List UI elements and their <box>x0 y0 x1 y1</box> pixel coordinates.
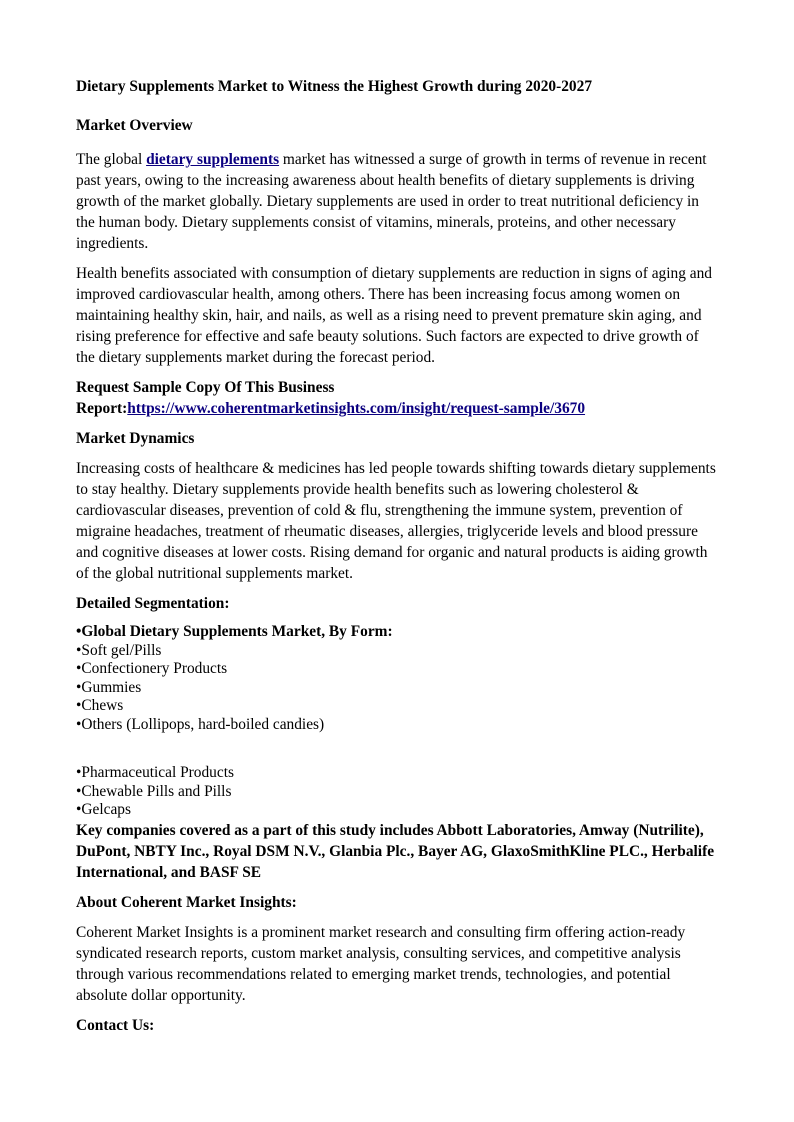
dietary-supplements-link[interactable]: dietary supplements <box>146 151 280 168</box>
list-item: •Chews <box>76 697 124 714</box>
list-item: •Gummies <box>76 678 142 696</box>
list-spacer <box>76 734 718 764</box>
document-page <box>76 76 718 1049</box>
dynamics-paragraph-1: Increasing costs of healthcare & medicines has led people towards shifting towards dietary supplements to stay healthy. Dietary supplements provide health benefits such as lowering cholesterol & cardiovascular diseases, prevention of cold & flu, strengthening the immune system, prevention of migraine headaches, treatment of rheumatic diseases, allergies, triglyceride levels and blood pressure and cognitive diseases at lower costs. Rising demand for organic and natural products is aiding growth of the global nutritional supplements market. <box>76 460 716 582</box>
request-sample-link[interactable]: https://www.coherentmarketinsights.com/insight/request-sample/3670 <box>127 400 586 417</box>
list-item: •Chewable Pills and Pills <box>76 782 232 800</box>
document-title: Dietary Supplements Market to Witness the Highest Growth during 2020-2027 <box>76 78 593 95</box>
overview-p1-rest: market has witnessed a surge of growth in terms of revenue in recent past years, owing to the increasing awareness about health benefits of dietary supplements is driving growth of the market globally. Dietary supplements are used in order to treat nutritional deficiency in the human body. Dietary supplements consist of vitamins, minerals, proteins, and other necessary ingredients. <box>76 151 707 252</box>
about-paragraph: Coherent Market Insights is a prominent market research and consulting firm offering action-ready syndicated research reports, custom market analysis, consulting services, and competitive analysis through various recommendations related to emerging market trends, technologies, and potential absolute dollar opportunity. <box>76 923 686 1004</box>
request-sample-label: Report: <box>76 400 128 417</box>
request-sample-block <box>76 377 718 419</box>
list-item: •Others (Lollipops, hard-boiled candies) <box>76 715 325 733</box>
list-item: •Confectionery Products <box>76 660 228 677</box>
about-heading: About Coherent Market Insights: <box>76 893 297 911</box>
request-sample-text: Request Sample Copy Of This Business <box>76 379 335 396</box>
detailed-segmentation-heading: Detailed Segmentation: <box>76 595 230 612</box>
overview-paragraph-2: Health benefits associated with consumption of dietary supplements are reduction in signs of aging and improved cardiovascular health, among others. There has been increasing focus among women on maintaining healthy skin, hair, and nails, as well as a rising need to prevent premature skin aging, and rising preference for effective and safe beauty solutions. Such factors are expected to drive growth of the dietary supplements market during the forecast period. <box>76 265 712 366</box>
overview-p1-intro: The global <box>76 151 147 168</box>
other-segment-list <box>76 764 718 820</box>
list-item: •Pharmaceutical Products <box>76 764 234 781</box>
list-item: •Gelcaps <box>76 801 131 818</box>
list-item: •Soft gel/Pills <box>76 641 162 659</box>
contact-us-heading: Contact Us: <box>76 1016 155 1034</box>
form-segment-heading: •Global Dietary Supplements Market, By Form: <box>76 623 393 640</box>
overview-paragraph-1 <box>76 149 718 254</box>
market-overview-heading: Market Overview <box>76 117 193 134</box>
form-segment-list <box>76 623 718 734</box>
market-dynamics-heading: Market Dynamics <box>76 430 195 447</box>
key-companies-paragraph: Key companies covered as a part of this study includes Abbott Laboratories, Amway (Nutrilite), DuPont, NBTY Inc., Royal DSM N.V., Glanbia Plc., Bayer AG, GlaxoSmithKline PLC., Herbalife International, and BASF SE <box>76 821 715 881</box>
